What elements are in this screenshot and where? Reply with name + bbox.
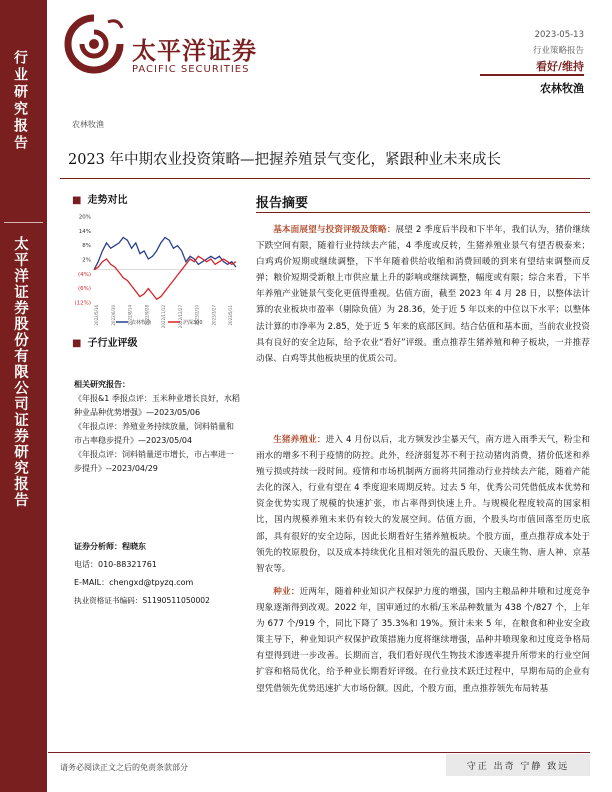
strip-top-text: 行业研究报告: [12, 50, 28, 152]
analyst-info: [74, 540, 240, 608]
summary-paragraph-outlook: 基本面展望与投资评级及策略：展望 2 季度后半段和下半年，我们认为，猪价继续下跌空间有限，随着行业持续去产能，4 季度或反转，生猪养殖业景气有望否极泰来；白鸡鸡价短期或继续调整，下半年随着供给收缩和消费回暖的到来有望结束调整而反弹；粮价短期受新粮上市供应量上升的影响或继续调整，幅度或有限；综合来看，下半年养殖产业链景气变化更值得重视。估值方面，截至 2023 年 4 月 28 日，以整体法计算的农业板块市盈率（剔除负值）为 28.36，处于近 5 年以来的中位以下水平；以整体法计算的市净率为 2.85，处于近 5 年来的底部区间。结合估值和基本面，当前农业投资具有良好的安全边际，给予农业“看好”评级。重点推荐生猪养殖和种子板块，一并推荐动保、白鸡等其他板块里的优质公司。: [256, 225, 590, 364]
rating-badge: 看好/维持: [535, 60, 584, 73]
paragraph-lead: 种业：: [273, 587, 300, 597]
y-tick-label: 14%: [78, 228, 91, 235]
related-item[interactable]: 《年报&1 季报点评：玉米种业增长良好，水稻种业品种优势增强》—2023/05/06: [74, 394, 240, 417]
series-line: [94, 238, 236, 270]
x-tick-label: 2022/5/16: [94, 305, 99, 326]
sub-rating-heading: ■ 子行业评级: [72, 338, 138, 349]
analyst-phone: 电话：010-88321761: [74, 560, 157, 569]
sector-header: 农林牧渔: [540, 82, 584, 95]
legend-label: 沪深300: [183, 320, 203, 326]
summary-title: 报告摘要: [256, 196, 309, 211]
sector-label: 农林牧渔: [72, 120, 104, 129]
legend-label: 农林牧渔: [131, 320, 152, 326]
square-bullet-icon: ■: [72, 195, 82, 206]
y-tick-label: 8%: [82, 243, 91, 250]
report-date: 2023-05-13: [534, 30, 584, 40]
footer-motto: 守正 出奇 宁静 致远: [446, 754, 590, 776]
y-tick-label: (6%): [77, 286, 91, 293]
y-tick-label: 20%: [78, 214, 91, 221]
summary-paragraph-seed: 种业：近两年，随着种业知识产权保护力度的增强，国内主粮品种井喷和过度竞争现象逐渐得到改观。2022 年，国审通过的水稻/玉米品种数量为 438 个/827 个，上年为 677 个/919 个，同比下降了 35.3%和 19%。预计未来 5 年，在粮食和种业安全政策主导下，种业知识产权保护政策措施力度将继续增强，品种井喷现象和过度竞争格局有望得到进一步改善。长期而言，我们看好现代生物技术渗透率提升所带来的行业空间扩容和格局优化，给予种业长期看好评级。在行业技术跃迁过程中，早期布局的企业有望凭借领先优势迅速扩大市场份额。因此，个股方面，重点推荐领先布局转基: [256, 587, 590, 694]
paragraph-lead: 基本面展望与投资评级及策略：: [273, 225, 396, 235]
analyst-license: 执业资格证书编码：S1190511050002: [74, 596, 210, 605]
x-tick-label: 2022/6/30: [110, 305, 116, 326]
analyst-email[interactable]: E-MAIL：chengxd@tpyzq.com: [74, 578, 194, 587]
company-logo-text: 太平洋证券: [132, 37, 257, 65]
page-title: 2023 年中期农业投资策略—把握养殖景气变化，紧跟种业未来成长: [68, 152, 502, 168]
series-line: [94, 256, 236, 299]
x-tick-label: 2023/5/11: [228, 305, 233, 326]
trend-heading: ■ 走势对比: [72, 195, 128, 206]
footer-divider: [48, 752, 590, 753]
report-type: 行业策略报告: [532, 46, 584, 56]
x-tick-label: 2022/11/12: [161, 305, 166, 329]
related-item[interactable]: 《年报点评：饲料销量逆市增长，市占率进一步提升》--2023/04/29: [74, 450, 234, 473]
y-tick-label: (4%): [77, 271, 91, 278]
x-tick-label: 2022/8/14: [127, 305, 133, 326]
x-tick-label: 2023/3/27: [211, 305, 217, 326]
strip-bottom-text: 太平洋证券股份有限公司证券研究报告: [12, 236, 29, 508]
title-divider: [60, 178, 590, 179]
x-tick-label: 2022/9/28: [144, 305, 150, 326]
square-bullet-icon: ■: [72, 338, 82, 349]
company-logo-english: PACIFIC SECURITIES: [132, 64, 250, 75]
x-tick-label: 2022/12/27: [177, 305, 183, 329]
y-tick-label: (12%): [74, 300, 91, 307]
footer-disclaimer: 请务必阅读正文之后的免责条款部分: [60, 763, 188, 772]
pacific-securities-logo-icon: [64, 14, 124, 74]
y-tick-label: 2%: [82, 257, 91, 264]
analyst-heading: 证券分析师：程晓东: [74, 542, 146, 551]
x-tick-label: 2023/2/10: [194, 305, 200, 326]
strip-divider: [4, 222, 43, 223]
trend-chart: [64, 210, 244, 335]
summary-paragraph-pig: 生猪养殖业：进入 4 月份以后，北方频发沙尘暴天气，南方进入雨季天气，粉尘和雨水的增多不利于疫情的防控。此外，经济弱复苏不利于拉动猪肉消费，猪价低迷和养殖亏损或持续一段时间。疫情和市场机制两方面将共同推动行业持续去产能，随着产能去化的深入，行业有望在 4 季度迎来周期反转。过去 5 年，优秀公司凭借低成本优势和资金优势实现了规模的快速扩张，市占率得到快速上升。与规模化程度较高的国家相比，国内规模养殖未来仍有较大的发展空间。估值方面，个股头均市值回落至历史底部，具有很好的安全边际，因此长期看好生猪养殖板块。个股方面，重点推荐成本处于领先的牧原股份，以及成本持续优化且相对领先的温氏股份、天康生物、唐人神、京基智农等。: [256, 435, 590, 574]
related-item[interactable]: 《年报点评：养殖业务持续放量，饲料销量和市占率稳步提升》—2023/05/04: [74, 422, 234, 445]
related-reports: [74, 378, 240, 476]
rating-underline: [480, 74, 584, 76]
related-label: 相关研究报告：: [74, 380, 130, 389]
paragraph-lead: 生猪养殖业：: [273, 435, 326, 445]
summary-divider: [256, 212, 590, 213]
